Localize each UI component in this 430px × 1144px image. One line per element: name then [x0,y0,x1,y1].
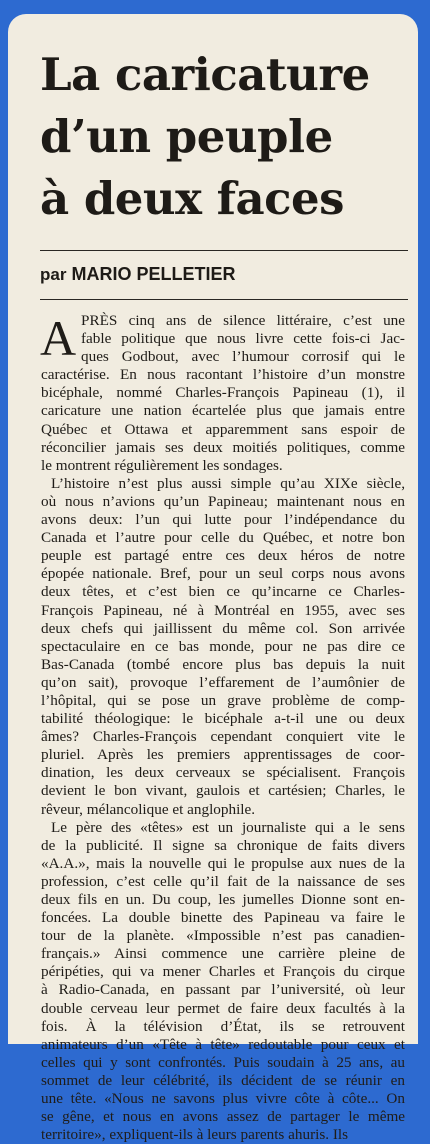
article-line: PRÈS cinq ans de silence littéraire, c’est une [81,312,405,329]
article-line: foncées. La double binette des Papineau va faire le [41,909,405,927]
article-line: rêveur, mélancolique et anglophile. [41,800,256,818]
article-line: peuple est partagé entre ces deux héros de notre [41,547,405,565]
article-line: celles qui y sont confrontés. Puis soudain à 25 ans, au [41,1053,405,1071]
article-line: l’hôpital, qui se pose un grave problème de comp- [41,691,405,709]
article-line: bicéphale, nommé Charles-François Papineau (1), il [41,384,405,402]
headline-line: d’un peuple [40,110,333,163]
headline-line: La caricature [40,48,370,101]
article-line: tour de la planète. «Impossible n’est pas canadien- [41,927,405,945]
article-paragraph [41,475,405,819]
article-line: épopée nationale. Bref, pour un seul corps nous avons [41,565,405,583]
drop-cap: A [40,310,77,366]
article-paragraph [41,312,405,475]
article-line: «A.A.», mais la nouvelle qui le propulse aux nues de la [41,854,405,872]
article-line: Bas-Canada (tombé encore plus bas depuis la nuit [41,655,405,673]
byline-prefix: par [40,265,67,284]
article-line: L’histoire n’est plus aussi simple qu’au XIXe siècle, [51,474,405,492]
article-line: deux fils en un. Du coup, les jumelles Dionne sont en- [41,891,405,908]
article-line: le montrent régulièrement les sondages. [41,456,283,474]
article-line: caractérise. En nous racontant l’histoire d’un monstre [41,366,405,384]
article-line: où nous n’avions qu’un Papineau; maintenant nous en [41,492,405,510]
article-line: devient le bon vivant, gaulois et cartésien; Charles, le [41,782,405,800]
byline-author: MARIO PELLETIER [71,264,236,284]
article-line: péripéties, qui va mener Charles et François du cirque [41,963,405,981]
article-line: spectaculaire en ce bas monde, pour ne pas dire ce [41,637,405,655]
headline [40,44,400,230]
article-line: sommet de leur célébrité, ils décident de se réunir en [41,1071,405,1089]
article-line: pluriel. Après les premiers apprentissages de coor- [41,746,405,764]
article-line: fois. À la télévision d’État, ils se retrouvent [41,1017,405,1035]
article-line: âmes? Charles-François cependant conquiert vite le [41,728,405,746]
article-line: qu’on sait), provoque l’effarement de l’aumônier de [41,673,405,691]
divider-rule [40,299,408,300]
article-line: profession, c’est celle qu’il fait de la naissance de ses [41,872,405,890]
article-line: caricature une nation écartelée plus que jamais entre [41,402,405,420]
article-line: territoire», expliquent-ils à leurs parents ahuris. Ils [41,1126,349,1144]
article-line: à Radio-Canada, en passant par l’université, où leur [41,981,405,999]
article-line: tabilité théologique: le bicéphale a-t-il une ou deux [41,710,405,728]
article-line: avons deux: l’un qui lutte pour l’indépendance du [41,511,405,529]
article-line: dination, les deux cerveaux se spécialisent. François [41,764,405,782]
newspaper-clipping [8,14,418,1144]
article-line: réconcilier jamais ses deux moitiés politiques, comme [41,438,405,456]
article-line: double cerveau leur permet de faire deux facultés à la [41,999,405,1017]
article-body [41,312,405,1144]
article-line: français.» Ainsi commence une carrière pleine de [41,945,405,963]
article-line: Québec et Ottawa et apparemment sans espoir de [41,420,405,438]
article-paragraph [41,819,405,1144]
divider-rule [40,250,408,251]
article-line: de la publicité. Il signe sa chronique de faits divers [41,836,405,854]
article-line: François Papineau, né à Montréal en 1955, avec ses [41,601,405,619]
article-line: animateurs d’un «Tête à tête» redoutable pour ceux et [41,1035,405,1053]
headline-line: à deux faces [40,172,345,225]
article-line: se gêne, et nous en avons assez de partager le même [41,1108,405,1126]
article-line: Le père des «têtes» est un journaliste qui a le sens [51,818,405,836]
article-line: Canada et l’autre pour celle du Québec, et notre bon [41,529,405,547]
article-line: fable politique que nous livre cette fois-ci Jac- [81,330,405,348]
article-line: une tête. «Nous ne savons plus vivre côte à côte... On [41,1090,405,1108]
article-line: ques Godbout, avec l’humour corrosif qui le [81,348,405,366]
article-line: deux chefs qui jaillissent du même col. Son arrivée [41,619,405,637]
byline [40,262,236,287]
article-line: deux têtes, et c’est bien ce qu’incarne ce Charles- [41,583,405,601]
